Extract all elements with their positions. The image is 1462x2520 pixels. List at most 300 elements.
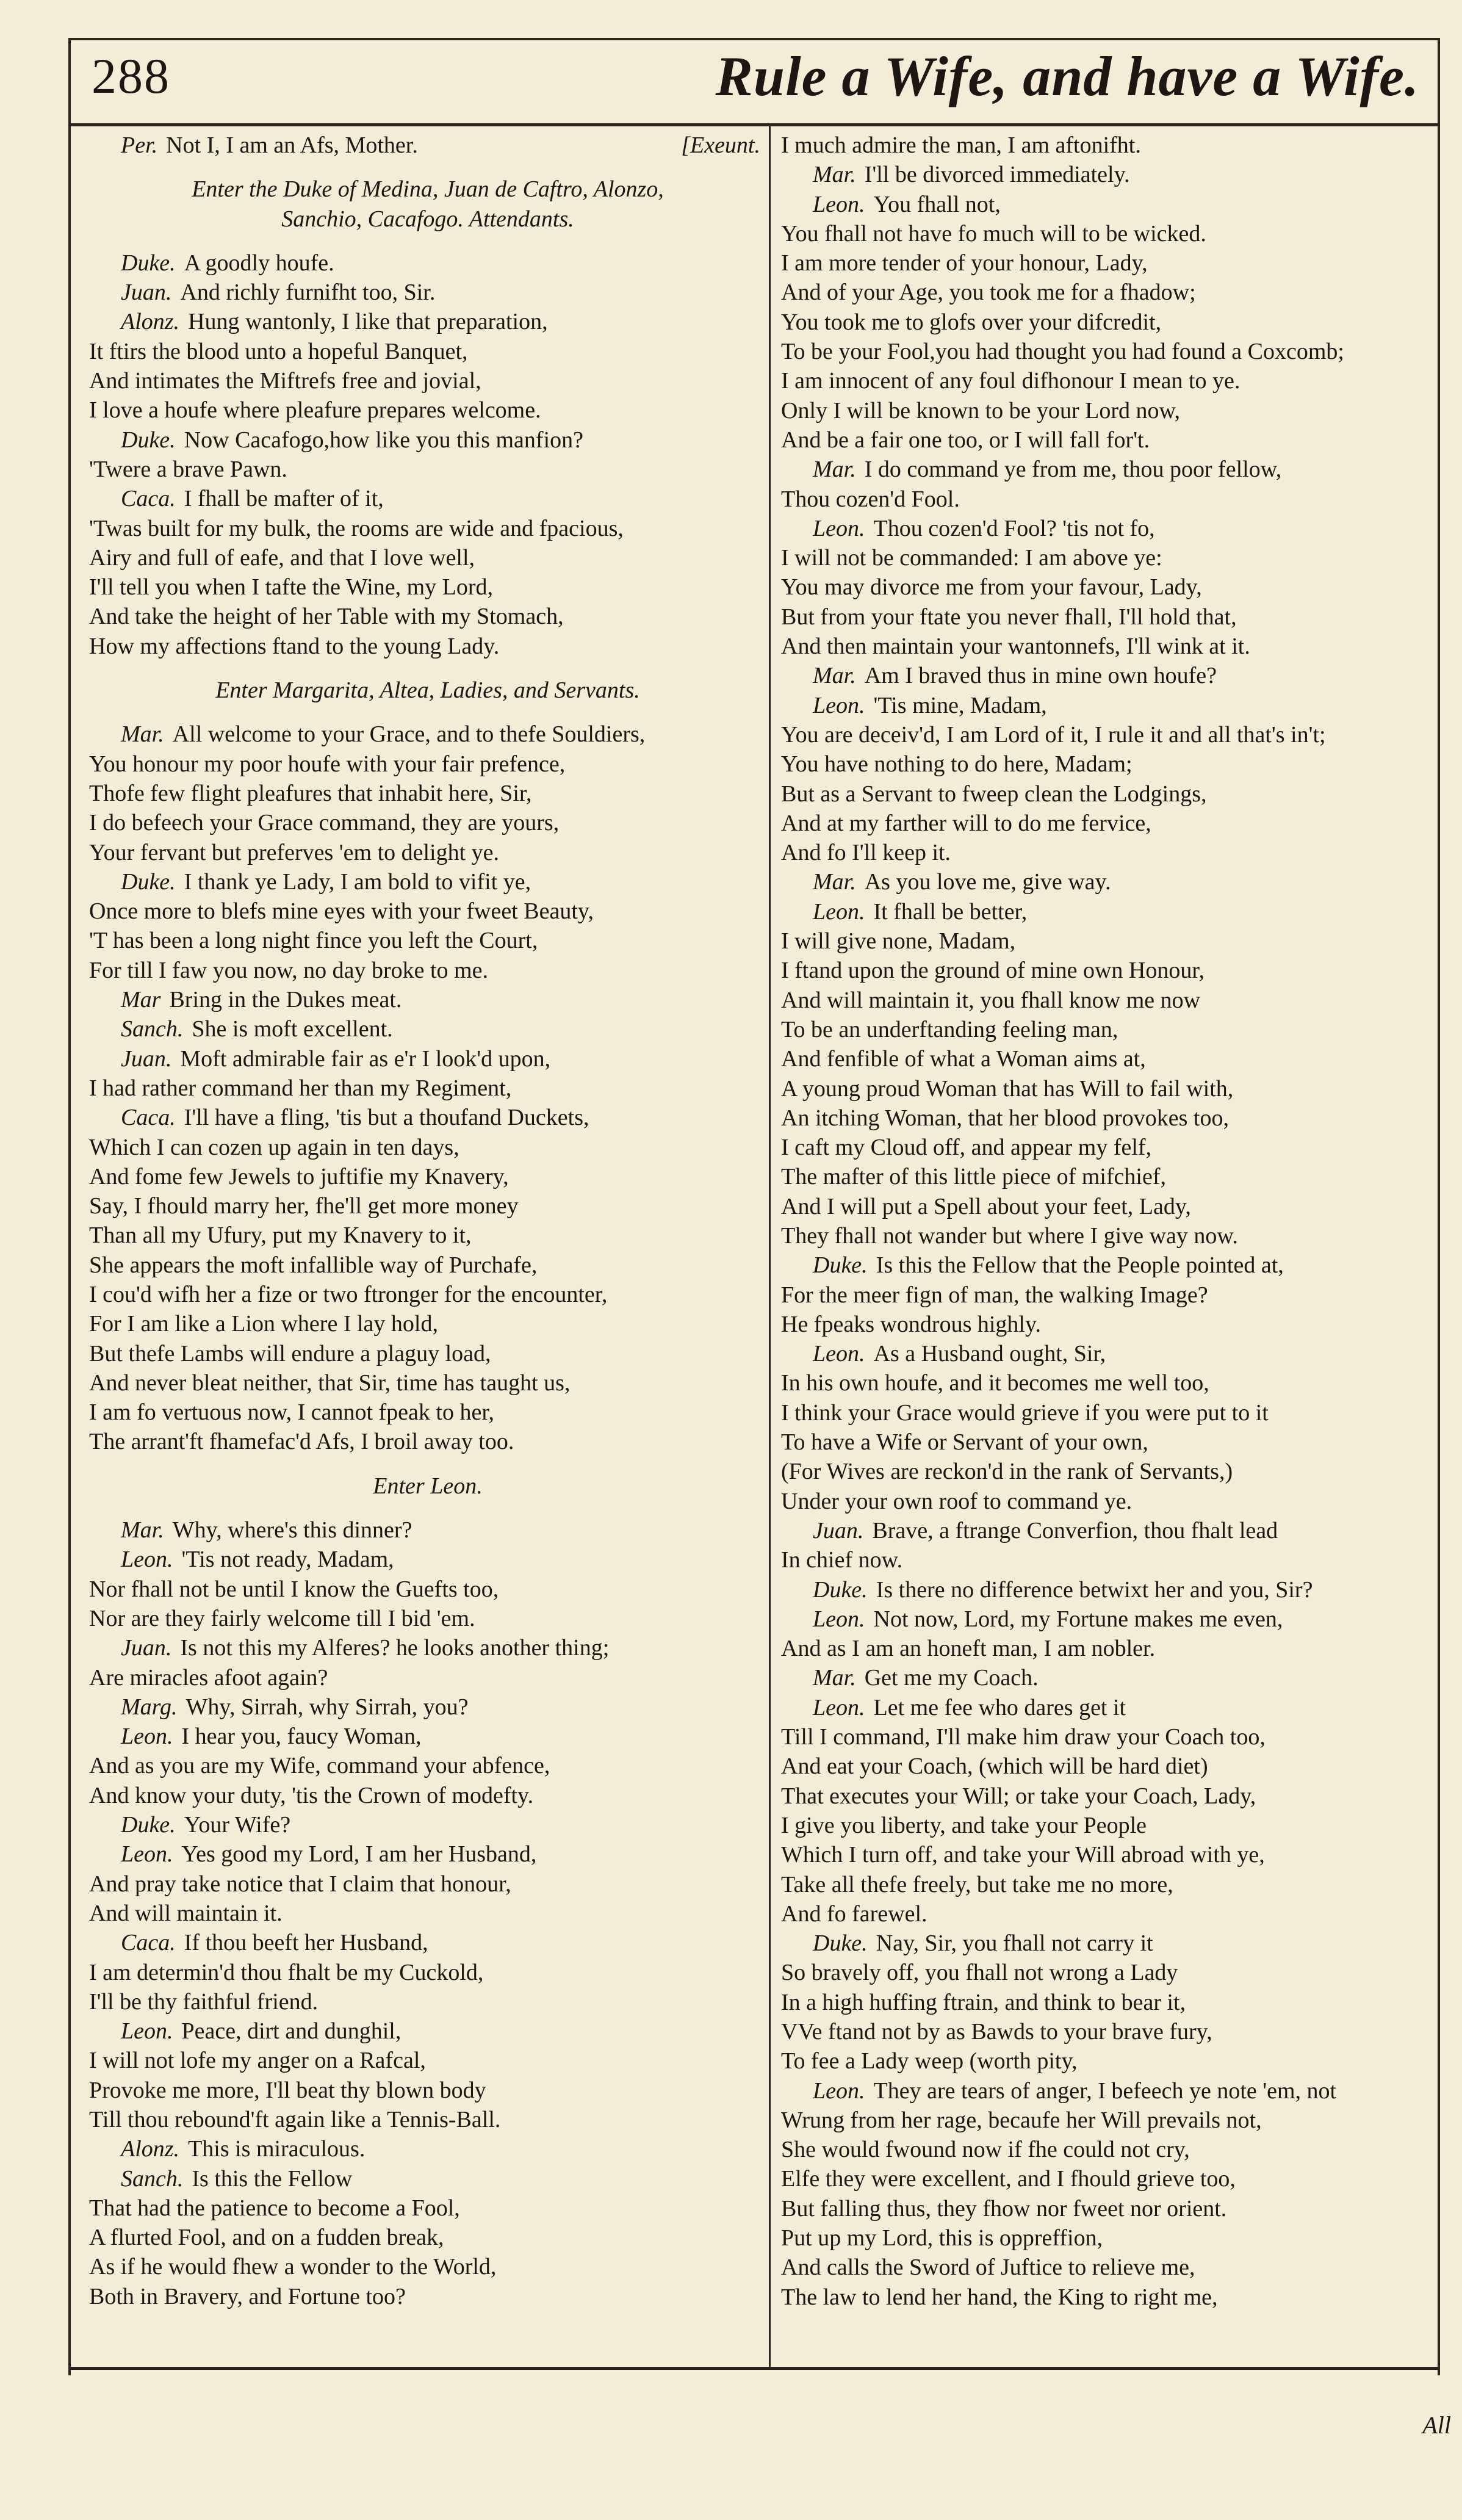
speech-line [781, 691, 1431, 720]
verse-line [781, 1988, 1431, 2017]
verse-text: Only I will be known to be your Lord now, [781, 397, 1180, 424]
speaker-name: Leon. [813, 692, 865, 718]
verse-text: I'll tell you when I tafte the Wine, my Lord, [89, 574, 494, 601]
speaker-name: Mar [121, 987, 161, 1013]
verse-line [781, 425, 1431, 455]
verse-line [89, 1368, 766, 1398]
verse-text: I cou'd wifh her a fize or two ftronger for the encounter, [89, 1281, 608, 1307]
verse-text: In his own houfe, and it becomes me well too, [781, 1370, 1209, 1396]
verse-text: They fhall not wander but where I give way now. [781, 1222, 1238, 1249]
speaker-name: Leon. [121, 1547, 173, 1573]
speaker-name: Duke. [813, 1930, 868, 1957]
verse-text: Which I can cozen up again in ten days, [89, 1134, 459, 1160]
speech-line [781, 1251, 1431, 1280]
speech-line [89, 2164, 766, 2193]
verse-line [781, 749, 1431, 779]
speech-text: They are tears of anger, I befeech ye note 'em, not [873, 2078, 1337, 2104]
verse-line [781, 337, 1431, 366]
verse-line [89, 602, 766, 631]
verse-text: And eat your Coach, (which will be hard diet) [781, 1753, 1208, 1780]
verse-line [781, 2283, 1431, 2312]
verse-line [89, 1221, 766, 1250]
speech-text: She is moft excellent. [192, 1016, 393, 1042]
verse-line [781, 2223, 1431, 2253]
speech-line [89, 867, 766, 897]
catchword: All [1422, 2411, 1451, 2439]
verse-text: Both in Bravery, and Fortune too? [89, 2283, 406, 2309]
verse-text: I will give none, Madam, [781, 928, 1016, 955]
verse-text: Say, I fhould marry her, fhe'll get more money [89, 1193, 519, 1219]
verse-text: I do befeech your Grace command, they are yours, [89, 810, 560, 836]
verse-text: That had the patience to become a Fool, [89, 2195, 460, 2221]
speech-line [89, 1515, 766, 1545]
speaker-name: Mar. [813, 162, 856, 188]
verse-line [89, 632, 766, 661]
verse-text: In a high huffing ftrain, and think to bear it, [781, 1989, 1186, 2015]
verse-line [781, 926, 1431, 956]
speech-text: Nay, Sir, you fhall not carry it [876, 1930, 1153, 1957]
verse-text: Nor are they fairly welcome till I bid 'em. [89, 1605, 475, 1631]
verse-line [781, 809, 1431, 838]
verse-line [89, 1309, 766, 1338]
verse-line [89, 1427, 766, 1456]
verse-line [781, 1133, 1431, 1162]
verse-text: And be a fair one too, or I will fall for't. [781, 427, 1150, 453]
speech-line [781, 1575, 1431, 1605]
verse-text: She would fwound now if fhe could not cry, [781, 2137, 1190, 2163]
speaker-name: Sanch. [121, 1016, 184, 1042]
speech-line [89, 1722, 766, 1751]
speaker-name: Leon. [813, 1694, 865, 1720]
verse-text: And fo farewel. [781, 1901, 927, 1927]
verse-text: I am fo vertuous now, I cannot fpeak to her, [89, 1399, 494, 1426]
verse-line [781, 1015, 1431, 1044]
verse-text: He fpeaks wondrous highly. [781, 1311, 1042, 1337]
verse-line [89, 572, 766, 602]
verse-line [89, 808, 766, 837]
verse-line [781, 2194, 1431, 2223]
verse-text: To have a Wife or Servant of your own, [781, 1429, 1148, 1456]
verse-line [781, 779, 1431, 809]
verse-line [89, 543, 766, 572]
verse-line [781, 1811, 1431, 1840]
verse-line [781, 838, 1431, 867]
verse-line [781, 1457, 1431, 1486]
verse-line [781, 278, 1431, 307]
speech-line [781, 2076, 1431, 2106]
verse-line [781, 1162, 1431, 1191]
verse-line [89, 1869, 766, 1899]
speech-line [781, 897, 1431, 926]
left-column [89, 131, 766, 2311]
verse-line [89, 2076, 766, 2105]
speaker-name: Leon. [813, 2078, 865, 2104]
speech-text: And richly furnifht too, Sir. [180, 280, 436, 306]
speech-line [89, 720, 766, 749]
speech-text: If thou beeft her Husband, [184, 1930, 428, 1956]
speech-text: Peace, dirt and dunghil, [181, 2018, 402, 2045]
speaker-name: Leon. [121, 2018, 173, 2045]
speech-text: Your Wife? [184, 1812, 291, 1838]
speaker-name: Leon. [813, 1606, 865, 1632]
speech-line [89, 307, 766, 336]
verse-text: And know your duty, 'tis the Crown of modefty. [89, 1782, 534, 1808]
stage-direction-text: Sanchio, Cacafogo. Attendants. [281, 206, 574, 232]
running-title: Rule a Wife, and have a Wife. [715, 45, 1419, 107]
verse-line [781, 396, 1431, 425]
verse-line [89, 2105, 766, 2134]
verse-text: I give you liberty, and take your People [781, 1812, 1147, 1838]
verse-line [89, 779, 766, 808]
verse-text: VVe ftand not by as Bawds to your brave fury, [781, 2019, 1212, 2045]
verse-line [781, 1722, 1431, 1752]
line-gap [89, 705, 766, 720]
verse-text: I am determin'd thou fhalt be my Cuckold, [89, 1959, 484, 1985]
verse-text: I think your Grace would grieve if you were put to it [781, 1399, 1269, 1426]
line-gap [89, 661, 766, 676]
speech-line [89, 278, 766, 307]
speaker-name: Leon. [813, 898, 865, 925]
verse-line [781, 219, 1431, 248]
speaker-name: Alonz. [121, 2136, 180, 2162]
speech-line [89, 1839, 766, 1869]
verse-line [781, 2106, 1431, 2135]
stage-direction [89, 175, 766, 204]
verse-text: You honour my poor houfe with your fair prefence, [89, 751, 566, 777]
verse-line [781, 2017, 1431, 2046]
speech-text: I fhall be mafter of it, [184, 486, 384, 512]
verse-line [89, 749, 766, 779]
verse-text: But from your ftate you never fhall, I'll hold that, [781, 604, 1237, 630]
verse-text: Once more to blefs mine eyes with your fweet Beauty, [89, 898, 594, 925]
column-rule [769, 125, 771, 2367]
speaker-name: Duke. [121, 1812, 176, 1838]
verse-line [89, 956, 766, 985]
verse-line [89, 2223, 766, 2252]
speech-text: It fhall be better, [873, 898, 1028, 925]
verse-text: I am more tender of your honour, Lady, [781, 250, 1148, 276]
speech-line [781, 514, 1431, 543]
verse-text: And fome few Jewels to juftifie my Knavery, [89, 1163, 509, 1190]
speaker-name: Duke. [121, 868, 176, 895]
verse-line [89, 455, 766, 484]
verse-line [781, 1044, 1431, 1074]
verse-text: The mafter of this little piece of mifchief, [781, 1164, 1166, 1190]
verse-line [781, 485, 1431, 514]
verse-text: I ftand upon the ground of mine own Honour, [781, 958, 1205, 984]
speaker-name: Mar. [813, 457, 856, 483]
speech-line [89, 484, 766, 513]
verse-text: Than all my Ufury, put my Knavery to it, [89, 1222, 472, 1249]
verse-line [89, 366, 766, 395]
verse-line [781, 2135, 1431, 2164]
page-number: 288 [92, 48, 170, 104]
speaker-name: Per. [121, 132, 158, 158]
verse-line [781, 1840, 1431, 1869]
verse-line [781, 602, 1431, 632]
verse-text: I will not lofe my anger on a Rafcal, [89, 2048, 426, 2074]
verse-text: A young proud Woman that has Will to fail with, [781, 1075, 1234, 1102]
speaker-name: Duke. [813, 1576, 868, 1603]
speech-line [89, 1692, 766, 1722]
verse-text: 'Twas built for my bulk, the rooms are wide and fpacious, [89, 515, 624, 541]
speaker-name: Duke. [121, 427, 176, 453]
verse-text: You fhall not have fo much will to be wicked. [781, 220, 1206, 247]
speech-text: Now Cacafogo,how like you this manfion? [184, 427, 583, 453]
speaker-name: Juan. [121, 1045, 172, 1072]
verse-text: And will maintain it, you fhall know me now [781, 987, 1201, 1013]
verse-line [89, 2046, 766, 2075]
verse-line [781, 632, 1431, 661]
verse-text: Wrung from her rage, becaufe her Will prevails not, [781, 2107, 1262, 2133]
line-gap [89, 160, 766, 175]
speech-line [89, 1014, 766, 1044]
verse-line [781, 2253, 1431, 2282]
verse-text: I caft my Cloud off, and appear my felf, [781, 1135, 1152, 1161]
verse-line [781, 543, 1431, 572]
verse-text: Thofe few flight pleafures that inhabit here, Sir, [89, 780, 532, 806]
verse-line [781, 1368, 1431, 1398]
speech-text: A goodly houfe. [184, 250, 334, 276]
speech-line [781, 1605, 1431, 1634]
speech-line [89, 985, 766, 1014]
verse-line [781, 720, 1431, 749]
verse-text: I'll be thy faithful friend. [89, 1988, 319, 2015]
speaker-name: Leon. [813, 191, 865, 217]
verse-text: But as a Servant to fweep clean the Lodgings, [781, 781, 1207, 807]
speech-text: As you love me, give way. [864, 869, 1111, 895]
verse-text: It ftirs the blood unto a hopeful Banquet, [89, 338, 468, 364]
verse-line [89, 1133, 766, 1162]
verse-text: I am innocent of any foul difhonour I mean to ye. [781, 368, 1241, 394]
verse-line [89, 1191, 766, 1221]
verse-text: To be an underftanding feeling man, [781, 1016, 1118, 1042]
verse-text: And then maintain your wantonnefs, I'll wink at it. [781, 634, 1250, 660]
verse-text: (For Wives are reckon'd in the rank of Servants,) [781, 1459, 1233, 1485]
verse-line [89, 1339, 766, 1368]
speech-line [781, 867, 1431, 897]
verse-line [89, 1899, 766, 1928]
verse-line [781, 2046, 1431, 2076]
speech-text: Not I, I am an Afs, Mother. [166, 132, 418, 158]
verse-text: And as I am an honeft man, I am nobler. [781, 1636, 1156, 1662]
verse-text: In chief now. [781, 1547, 903, 1573]
exit-direction: [Exeunt. [681, 132, 760, 158]
verse-line [781, 1074, 1431, 1103]
header-rule [68, 123, 1438, 126]
verse-text: She appears the moft infallible way of Purchafe, [89, 1252, 538, 1278]
verse-line [781, 1103, 1431, 1133]
verse-line [781, 1752, 1431, 1781]
speech-text: Is this the Fellow [192, 2165, 353, 2192]
speech-text: Is there no difference betwixt her and you, Sir? [876, 1576, 1313, 1603]
verse-text: Airy and full of eafe, and that I love well, [89, 544, 475, 571]
verse-line [781, 1958, 1431, 1987]
speech-text: All welcome to your Grace, and to thefe Souldiers, [172, 721, 646, 748]
verse-text: And will maintain it. [89, 1900, 283, 1926]
verse-text: And as you are my Wife, command your abfence, [89, 1753, 550, 1779]
verse-line [781, 1870, 1431, 1899]
speech-text: Brave, a ftrange Converfion, thou fhalt lead [872, 1517, 1278, 1543]
verse-line [781, 2164, 1431, 2193]
speaker-name: Juan. [121, 1635, 172, 1661]
verse-line [89, 1280, 766, 1309]
speech-line [781, 160, 1431, 189]
speech-line [89, 131, 766, 160]
speaker-name: Marg. [121, 1694, 178, 1720]
verse-text: Till I command, I'll make him draw your Coach too, [781, 1724, 1266, 1750]
verse-line [89, 1751, 766, 1780]
verse-text: For I am like a Lion where I lay hold, [89, 1311, 438, 1337]
verse-line [781, 572, 1431, 602]
speech-line [89, 1103, 766, 1132]
verse-line [781, 366, 1431, 395]
verse-text: I love a houfe where pleafure prepares welcome. [89, 397, 541, 424]
stage-direction [89, 204, 766, 234]
stage-direction [89, 1471, 766, 1501]
speech-line [89, 1044, 766, 1074]
verse-line [781, 308, 1431, 337]
speech-line [781, 455, 1431, 484]
verse-line [89, 1663, 766, 1692]
speaker-name: Mar. [121, 1517, 164, 1543]
verse-text: An itching Woman, that her blood provokes too, [781, 1105, 1229, 1131]
speech-text: Not now, Lord, my Fortune makes me even, [873, 1606, 1283, 1632]
verse-text: As if he would fhew a wonder to the World, [89, 2254, 497, 2280]
verse-text: Take all thefe freely, but take me no more, [781, 1871, 1173, 1897]
verse-line [89, 514, 766, 543]
speech-text: 'Tis mine, Madam, [873, 692, 1047, 718]
speaker-name: Caca. [121, 1930, 176, 1956]
verse-line [781, 1221, 1431, 1251]
speech-line [781, 661, 1431, 690]
speech-text: Is not this my Alferes? he looks another thing; [180, 1635, 610, 1661]
verse-text: So bravely off, you fhall not wrong a Lady [781, 1960, 1178, 1986]
speech-text: This is miraculous. [188, 2136, 366, 2162]
verse-line [781, 1487, 1431, 1516]
speaker-name: Mar. [813, 869, 856, 895]
speech-text: I'll be divorced immediately. [864, 162, 1130, 188]
verse-line [781, 1545, 1431, 1575]
speaker-name: Sanch. [121, 2165, 184, 2192]
speaker-name: Juan. [121, 280, 172, 306]
verse-line [89, 2282, 766, 2311]
speech-text: Is this the Fellow that the People pointed at, [876, 1252, 1284, 1279]
footer-rule [68, 2367, 1438, 2370]
verse-text: I will not be commanded: I am above ye: [781, 545, 1162, 571]
right-column [781, 131, 1431, 2312]
verse-text: To be your Fool,you had thought you had found a Coxcomb; [781, 339, 1344, 365]
speaker-name: Caca. [121, 1105, 176, 1131]
line-gap [89, 1501, 766, 1515]
speech-line [781, 1693, 1431, 1722]
verse-line [89, 1162, 766, 1191]
speaker-name: Mar. [121, 721, 164, 748]
speech-line [89, 1545, 766, 1574]
speaker-name: Duke. [813, 1252, 868, 1279]
verse-line [781, 248, 1431, 278]
verse-text: Nor fhall not be until I know the Guefts too, [89, 1576, 499, 1602]
verse-text: And of your Age, you took me for a fhadow; [781, 280, 1196, 306]
speech-text: Why, Sirrah, why Sirrah, you? [185, 1694, 469, 1720]
stage-direction-text: Enter Margarita, Altea, Ladies, and Servants. [215, 677, 640, 704]
verse-line [781, 131, 1431, 160]
line-gap [89, 1457, 766, 1471]
verse-text: I much admire the man, I am aftonifht. [781, 132, 1141, 158]
speech-text: Moft admirable fair as e'r I look'd upon, [180, 1045, 551, 1072]
verse-text: And I will put a Spell about your feet, Lady, [781, 1193, 1191, 1219]
speech-line [89, 1928, 766, 1957]
verse-line [781, 1782, 1431, 1811]
line-gap [89, 234, 766, 248]
verse-text: 'T has been a long night fince you left the Court, [89, 928, 538, 954]
verse-line [89, 1251, 766, 1280]
speaker-name: Leon. [121, 1724, 173, 1750]
verse-line [89, 1958, 766, 1987]
speaker-name: Leon. [813, 1341, 865, 1367]
verse-line [89, 1987, 766, 2016]
verse-line [781, 956, 1431, 985]
speech-text: Thou cozen'd Fool? 'tis not fo, [873, 515, 1155, 541]
verse-line [781, 1280, 1431, 1310]
verse-text: A flurted Fool, and on a fudden break, [89, 2225, 444, 2251]
verse-text: You are deceiv'd, I am Lord of it, I rule it and all that's in't; [781, 721, 1326, 748]
verse-line [781, 1310, 1431, 1339]
speech-line [781, 1339, 1431, 1368]
speech-text: I hear you, faucy Woman, [181, 1724, 422, 1750]
speech-text: I do command ye from me, thou poor fellow, [864, 457, 1282, 483]
verse-text: And calls the Sword of Juftice to relieve me, [781, 2255, 1195, 2281]
verse-line [89, 1575, 766, 1604]
verse-text: 'Twere a brave Pawn. [89, 456, 287, 482]
verse-text: You took me to glofs over your difcredit, [781, 309, 1162, 335]
speech-text: You fhall not, [873, 191, 1001, 217]
verse-text: And fo I'll keep it. [781, 840, 951, 866]
speech-text: Let me fee who dares get it [873, 1694, 1126, 1720]
speaker-name: Leon. [121, 1841, 173, 1868]
verse-text: For till I faw you now, no day broke to me. [89, 957, 488, 983]
verse-line [781, 1192, 1431, 1221]
speaker-name: Mar. [813, 663, 856, 689]
verse-text: Elfe they were excellent, and I fhould grieve too, [781, 2166, 1236, 2192]
verse-text: I had rather command her than my Regiment, [89, 1075, 512, 1101]
verse-line [89, 897, 766, 926]
speech-text: 'Tis not ready, Madam, [181, 1547, 394, 1573]
verse-line [89, 395, 766, 425]
stage-direction-text: Enter the Duke of Medina, Juan de Caftro, Alonzo, [192, 176, 664, 203]
verse-text: And take the height of her Table with my Stomach, [89, 604, 564, 630]
speech-line [89, 1633, 766, 1663]
speaker-name: Duke. [121, 250, 176, 276]
speech-line [89, 2134, 766, 2164]
verse-text: Your fervant but preferves 'em to delight ye. [89, 839, 500, 865]
speech-text: Yes good my Lord, I am her Husband, [181, 1841, 537, 1868]
verse-text: That executes your Will; or take your Coach, Lady, [781, 1783, 1256, 1809]
speech-text: Why, where's this dinner? [172, 1517, 412, 1543]
verse-text: Provoke me more, I'll beat thy blown body [89, 2077, 486, 2103]
verse-text: You may divorce me from your favour, Lady, [781, 574, 1202, 601]
speech-line [781, 1663, 1431, 1692]
stage-direction [89, 676, 766, 705]
speech-line [781, 190, 1431, 219]
verse-text: Put up my Lord, this is oppreffion, [781, 2225, 1103, 2251]
stage-direction-text: Enter Leon. [373, 1473, 483, 1499]
verse-text: Under your own roof to command ye. [781, 1488, 1133, 1514]
verse-line [89, 337, 766, 366]
speech-line [89, 1810, 766, 1839]
verse-text: Till thou rebound'ft again like a Tennis-Ball. [89, 2107, 501, 2132]
verse-text: And at my farther will to do me fervice, [781, 810, 1151, 836]
